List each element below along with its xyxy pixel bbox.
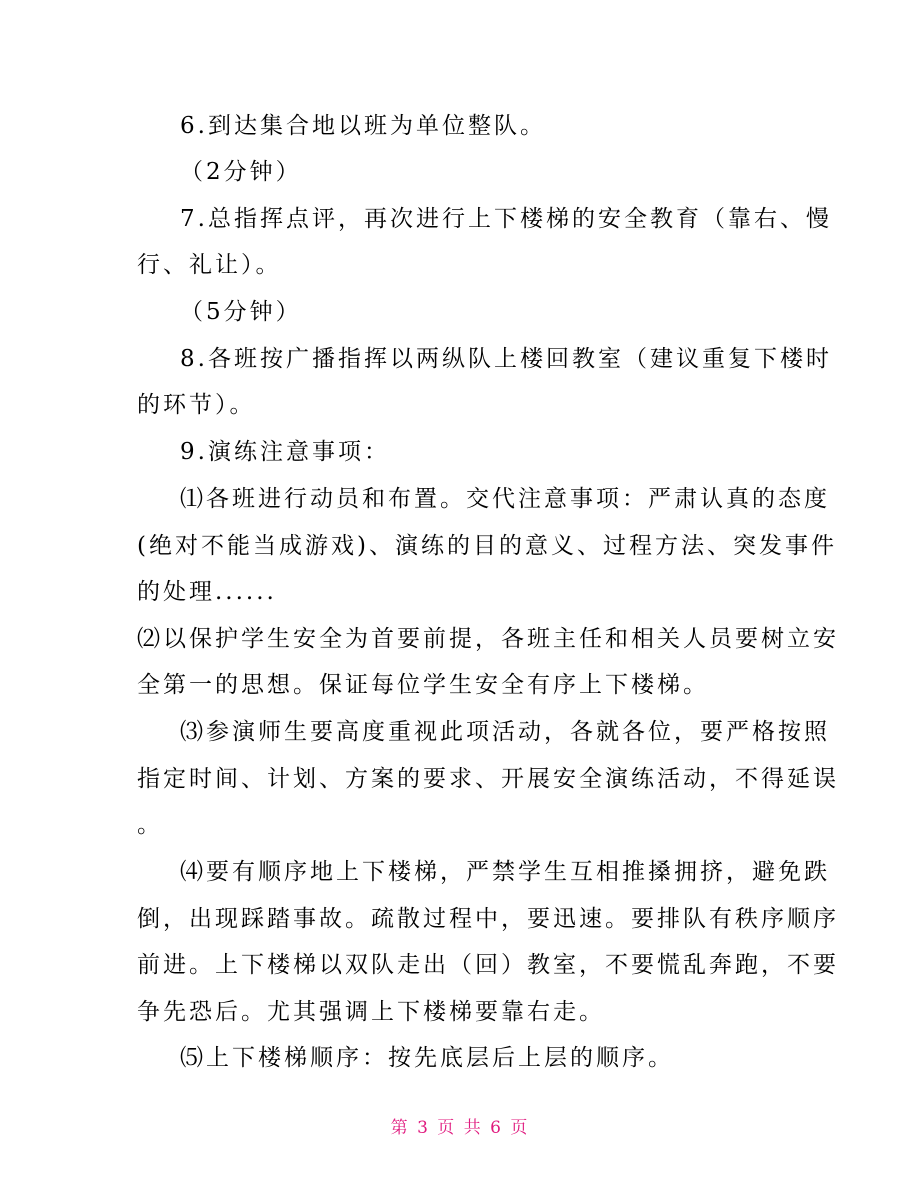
page-number-footer: 第 3 页 共 6 页 xyxy=(390,1118,530,1138)
paragraph-line-7-cont: 行、礼让）。 xyxy=(137,252,282,278)
section-heading-9: 9.演练注意事项： xyxy=(180,439,390,465)
list-item-4-cont: 争先恐后。尤其强调上下楼梯要靠右走。 xyxy=(137,999,605,1025)
list-item-4: ⑷要有顺序地上下楼梯，严禁学生互相推搡拥挤，避免跌 xyxy=(180,859,830,885)
list-item-2: ⑵以保护学生安全为首要前提，各班主任和相关人员要树立安 xyxy=(137,626,839,652)
paragraph-line-7: 7.总指挥点评，再次进行上下楼梯的安全教育（靠右、慢 xyxy=(180,206,832,232)
paragraph-line-6: 6.到达集合地以班为单位整队。 xyxy=(180,113,546,139)
list-item-4-cont: 前进。上下楼梯以双队走出（回）教室，不要慌乱奔跑，不要 xyxy=(137,952,839,978)
list-item-3-cont: 指定时间、计划、方案的要求、开展安全演练活动，不得延误 xyxy=(137,766,839,792)
duration-note: （2分钟） xyxy=(180,159,302,185)
list-item-1: ⑴各班进行动员和布置。交代注意事项：严肃认真的态度 xyxy=(180,486,830,512)
list-item-2-cont: 全第一的思想。保证每位学生安全有序上下楼梯。 xyxy=(137,672,709,698)
duration-note: （5分钟） xyxy=(180,299,302,325)
list-item-3-cont: 。 xyxy=(137,812,163,838)
list-item-4-cont: 倒，出现踩踏事故。疏散过程中，要迅速。要排队有秩序顺序 xyxy=(137,906,839,932)
paragraph-line-8: 8.各班按广播指挥以两纵队上楼回教室（建议重复下楼时 xyxy=(180,346,832,372)
list-item-1-cont: (绝对不能当成游戏)、演练的目的意义、过程方法、突发事件 xyxy=(137,533,837,559)
list-item-1-cont: 的处理...... xyxy=(137,579,277,605)
list-item-3: ⑶参演师生要高度重视此项活动，各就各位，要严格按照 xyxy=(180,719,830,745)
paragraph-line-8-cont: 的环节）。 xyxy=(137,392,256,418)
list-item-5: ⑸上下楼梯顺序：按先底层后上层的顺序。 xyxy=(180,1045,674,1071)
